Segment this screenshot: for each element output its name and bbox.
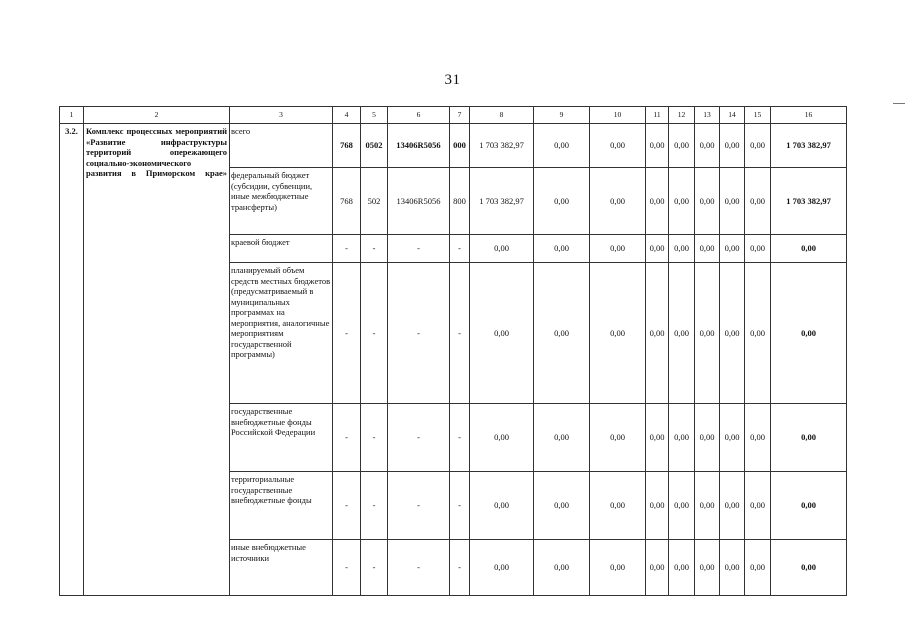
cell-c11: 0,00 (646, 404, 669, 472)
cell-c7: - (450, 404, 470, 472)
cell-c14: 0,00 (720, 472, 745, 540)
cell-c5: - (361, 235, 388, 263)
cell-c16: 0,00 (771, 263, 847, 404)
cell-c4: - (333, 263, 361, 404)
source-cell: государственные внебюджетные фонды Российской Федерации (230, 404, 333, 472)
cell-c9: 0,00 (534, 168, 590, 235)
cell-c6: - (388, 540, 450, 596)
cell-c12: 0,00 (669, 472, 695, 540)
cell-c5: - (361, 404, 388, 472)
cell-c6: 13406R5056 (388, 168, 450, 235)
cell-c16: 0,00 (771, 540, 847, 596)
cell-c16: 1 703 382,97 (771, 168, 847, 235)
header-cell: 11 (646, 107, 669, 124)
cell-c10: 0,00 (590, 235, 646, 263)
cell-c13: 0,00 (695, 235, 720, 263)
cell-c15: 0,00 (745, 540, 771, 596)
cell-c12: 0,00 (669, 404, 695, 472)
source-cell: федеральный бюджет (субсидии, субвенции, иные межбюджетные трансферты) (230, 168, 333, 235)
cell-c11: 0,00 (646, 540, 669, 596)
cell-c9: 0,00 (534, 540, 590, 596)
cell-c14: 0,00 (720, 404, 745, 472)
cell-c13: 0,00 (695, 168, 720, 235)
cell-c12: 0,00 (669, 263, 695, 404)
budget-table (59, 106, 847, 596)
cell-c6: 13406R5056 (388, 124, 450, 168)
cell-c7: 800 (450, 168, 470, 235)
cell-c8: 0,00 (470, 540, 534, 596)
header-cell: 1 (60, 107, 84, 124)
cell-c13: 0,00 (695, 472, 720, 540)
cell-c16: 0,00 (771, 404, 847, 472)
cell-c11: 0,00 (646, 472, 669, 540)
cell-c7: - (450, 263, 470, 404)
cell-c10: 0,00 (590, 263, 646, 404)
cell-c5: - (361, 540, 388, 596)
cell-c10: 0,00 (590, 404, 646, 472)
cell-c15: 0,00 (745, 235, 771, 263)
cell-c8: 0,00 (470, 472, 534, 540)
page-number: 31 (444, 72, 461, 88)
cell-c9: 0,00 (534, 472, 590, 540)
header-cell: 6 (388, 107, 450, 124)
cell-c8: 0,00 (470, 235, 534, 263)
header-cell: 10 (590, 107, 646, 124)
cell-c11: 0,00 (646, 263, 669, 404)
cell-c8: 0,00 (470, 404, 534, 472)
cell-c9: 0,00 (534, 263, 590, 404)
cell-c14: 0,00 (720, 235, 745, 263)
cell-c16: 1 703 382,97 (771, 124, 847, 168)
cell-c6: - (388, 235, 450, 263)
header-cell: 12 (669, 107, 695, 124)
cell-c4: - (333, 235, 361, 263)
cell-c15: 0,00 (745, 124, 771, 168)
cell-c5: - (361, 472, 388, 540)
cell-c10: 0,00 (590, 472, 646, 540)
cell-c11: 0,00 (646, 124, 669, 168)
cell-c11: 0,00 (646, 168, 669, 235)
header-cell: 15 (745, 107, 771, 124)
source-cell: краевой бюджет (230, 235, 333, 263)
source-cell: территориальные государственные внебюджетные фонды (230, 472, 333, 540)
cell-c14: 0,00 (720, 168, 745, 235)
cell-c13: 0,00 (695, 404, 720, 472)
header-cell: 4 (333, 107, 361, 124)
cell-c8: 1 703 382,97 (470, 168, 534, 235)
cell-c4: 768 (333, 168, 361, 235)
cell-c7: - (450, 540, 470, 596)
cell-c12: 0,00 (669, 168, 695, 235)
cell-c15: 0,00 (745, 263, 771, 404)
cell-c5: - (361, 263, 388, 404)
header-cell: 13 (695, 107, 720, 124)
cell-c10: 0,00 (590, 124, 646, 168)
cell-c15: 0,00 (745, 472, 771, 540)
cell-c11: 0,00 (646, 235, 669, 263)
edge-mark (893, 103, 905, 104)
cell-c10: 0,00 (590, 540, 646, 596)
cell-c4: - (333, 540, 361, 596)
cell-c12: 0,00 (669, 540, 695, 596)
cell-c14: 0,00 (720, 263, 745, 404)
header-cell: 9 (534, 107, 590, 124)
table-row (60, 124, 847, 168)
cell-c9: 0,00 (534, 235, 590, 263)
cell-c4: - (333, 404, 361, 472)
cell-c12: 0,00 (669, 235, 695, 263)
header-cell: 2 (84, 107, 230, 124)
cell-c15: 0,00 (745, 168, 771, 235)
cell-c14: 0,00 (720, 540, 745, 596)
cell-c7: - (450, 472, 470, 540)
cell-c13: 0,00 (695, 124, 720, 168)
header-cell: 8 (470, 107, 534, 124)
cell-c8: 1 703 382,97 (470, 124, 534, 168)
cell-c5: 502 (361, 168, 388, 235)
cell-c5: 0502 (361, 124, 388, 168)
cell-c14: 0,00 (720, 124, 745, 168)
cell-c6: - (388, 404, 450, 472)
cell-c9: 0,00 (534, 124, 590, 168)
item-number: 3.2. (60, 124, 84, 596)
cell-c6: - (388, 263, 450, 404)
header-row (60, 107, 847, 124)
item-name: Комплекс процессных мероприятий «Развитие инфраструктуры территорий опережающего социально-экономического развития в Приморском крае» (84, 124, 230, 596)
cell-c6: - (388, 472, 450, 540)
header-cell: 14 (720, 107, 745, 124)
cell-c16: 0,00 (771, 472, 847, 540)
cell-c7: 000 (450, 124, 470, 168)
cell-c7: - (450, 235, 470, 263)
cell-c8: 0,00 (470, 263, 534, 404)
source-cell: иные внебюджетные источники (230, 540, 333, 596)
cell-c10: 0,00 (590, 168, 646, 235)
source-cell: планируемый объем средств местных бюджетов (предусматриваемый в муниципальных программах на мероприятия, аналогичные мероприятиям государственной программы) (230, 263, 333, 404)
cell-c4: 768 (333, 124, 361, 168)
header-cell: 16 (771, 107, 847, 124)
header-cell: 5 (361, 107, 388, 124)
cell-c15: 0,00 (745, 404, 771, 472)
header-cell: 3 (230, 107, 333, 124)
cell-c13: 0,00 (695, 540, 720, 596)
source-cell: всего (230, 124, 333, 168)
cell-c13: 0,00 (695, 263, 720, 404)
cell-c16: 0,00 (771, 235, 847, 263)
cell-c12: 0,00 (669, 124, 695, 168)
cell-c4: - (333, 472, 361, 540)
header-cell: 7 (450, 107, 470, 124)
cell-c9: 0,00 (534, 404, 590, 472)
